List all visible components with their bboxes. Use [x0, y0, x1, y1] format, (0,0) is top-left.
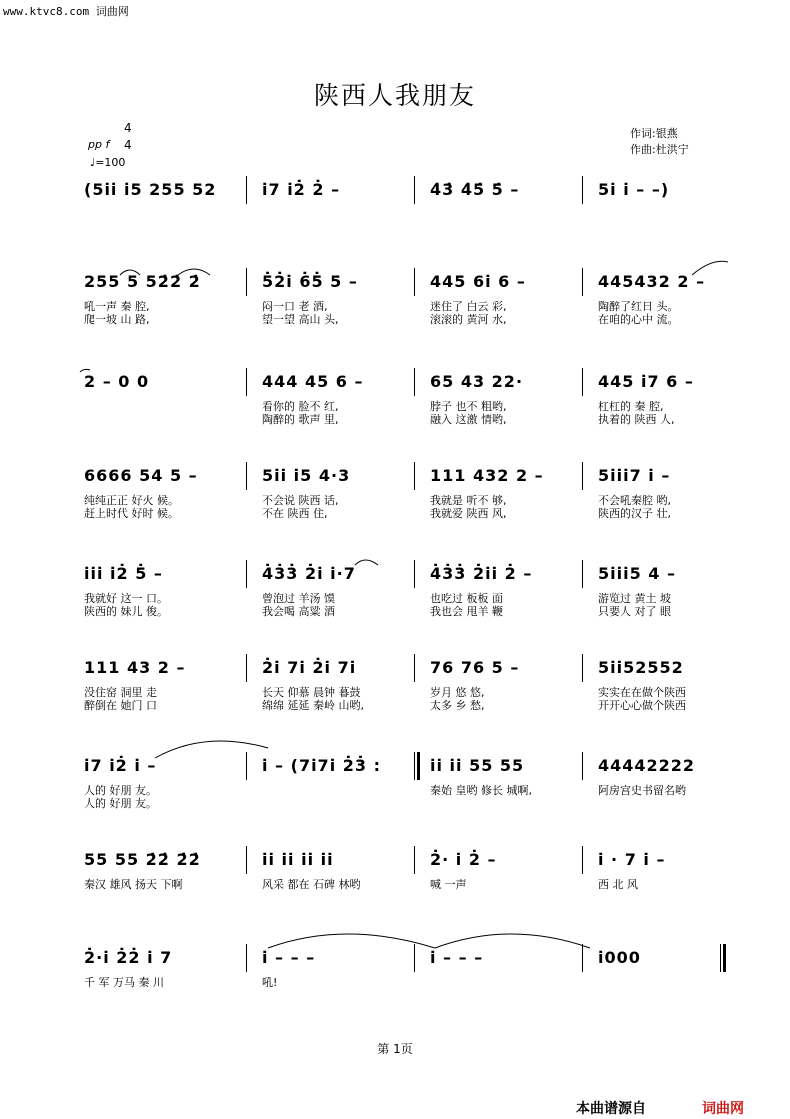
- lyric-line: 赶上时代 好时 候。: [84, 507, 179, 520]
- lyric-line: 陕西的汉子 壮,: [598, 507, 671, 520]
- measure-notes: (5i̇i̇ i̇5 255 52: [84, 180, 217, 199]
- page-number: 第 1页: [377, 1042, 413, 1056]
- slur: [178, 269, 210, 275]
- lyric-line: 在咱的心中 流。: [598, 313, 679, 326]
- composer-credit: 作曲:杜洪宁: [630, 143, 689, 156]
- measure-notes: i̇ · 7 i̇ –: [598, 850, 666, 869]
- lyric-line: 实实在在做个陕西: [598, 686, 686, 699]
- lyric-line: 西 北 风: [598, 878, 638, 891]
- lyric-line: 我就是 听不 够,: [430, 494, 507, 507]
- lyric-line: 我会喝 高粱 酒: [262, 605, 335, 618]
- lyric-line: 爬一坡 山 路,: [84, 313, 150, 326]
- lyric-line: 只要人 对了 眼: [598, 605, 671, 618]
- lyric-line: 长天 仰慕 晨钟 暮鼓: [262, 686, 361, 699]
- measure-notes: i̇i̇ i̇i̇ i̇i̇ i̇i̇: [262, 850, 334, 869]
- lyric-line: 我就好 这一 口。: [84, 592, 168, 605]
- lyric-line: 喊 一声: [430, 878, 467, 891]
- lyric-line: 杠杠的 秦 腔,: [598, 400, 664, 413]
- lyric-line: 风采 都在 石碑 林哟: [262, 878, 361, 891]
- lyric-line: 开开心心做个陕西: [598, 699, 686, 712]
- lyric-line: 闷一口 老 酒,: [262, 300, 328, 313]
- lyric-line: 醉倒在 她门 口: [84, 699, 157, 712]
- measure-notes: i̇ – – –: [430, 948, 484, 967]
- measure-notes: 444 45 6 –: [262, 372, 364, 391]
- lyric-line: 曾泡过 羊汤 馍: [262, 592, 335, 605]
- measure-notes: 2̇·i̇ 2̇2̇ i̇ 7: [84, 948, 173, 967]
- measure-notes: 76 76 5 –: [430, 658, 520, 677]
- lyric-line: 太多 乡 愁,: [430, 699, 485, 712]
- slur: [692, 261, 728, 275]
- time-sig-bottom: 4: [124, 138, 132, 152]
- lyric-line: 秦始 皇哟 修长 城啊,: [430, 784, 532, 797]
- measure-notes: 2̇i̇ 7i̇ 2̇i̇ 7i̇: [262, 658, 357, 677]
- lyric-line: 没住窑 洞里 走: [84, 686, 157, 699]
- measure-notes: 111 432 2 –: [430, 466, 544, 485]
- lyric-line: 千 军 万马 秦 川: [84, 976, 164, 989]
- lyric-line: 陕西的 妹儿 俊。: [84, 605, 168, 618]
- lyric-line: 吼!: [262, 976, 278, 989]
- lyric-line: 我也会 甩羊 鞭: [430, 605, 503, 618]
- lyric-line: 脖子 也不 粗哟,: [430, 400, 507, 413]
- lyric-line: 吼一声 秦 腔,: [84, 300, 150, 313]
- slur: [155, 741, 268, 758]
- measure-notes: 5i̇i̇i̇7 i̇ –: [598, 466, 671, 485]
- measure-notes: i̇ – – –: [262, 948, 316, 967]
- lyric-line: 人的 好朋 友。: [84, 784, 157, 797]
- slur: [435, 934, 590, 948]
- measure-notes: 5̇2̇i̇ 6̇5̇ 5 –: [262, 272, 358, 291]
- lyric-line: 陶醉的 歌声 里,: [262, 413, 339, 426]
- measure-notes: 5i̇ i̇ – –): [598, 180, 670, 199]
- slur: [80, 369, 90, 372]
- footer-site: 词曲网: [702, 1101, 744, 1117]
- slur: [268, 934, 435, 948]
- time-sig-top: 4: [124, 121, 132, 135]
- lyric-line: 不会吼秦腔 哟,: [598, 494, 671, 507]
- measure-notes: i̇7 i̇2̇ i̇ –: [84, 756, 157, 775]
- footer: [576, 1098, 744, 1118]
- lyric-line: 迷住了 白云 彩,: [430, 300, 507, 313]
- lyric-line: 滚滚的 黄河 水,: [430, 313, 507, 326]
- measure-notes: 445 i̇7 6 –: [598, 372, 694, 391]
- lyricist-credit: 作词:银燕: [630, 127, 678, 140]
- footer-text: 本曲谱源自: [576, 1101, 646, 1117]
- lyric-line: 也吃过 板板 面: [430, 592, 503, 605]
- lyric-line: 执着的 陕西 人,: [598, 413, 675, 426]
- measure-notes: i̇000: [598, 948, 641, 967]
- measure-notes: 445432 2 –: [598, 272, 706, 291]
- measure-notes: 5i̇i̇ i̇5 4·3: [262, 466, 351, 485]
- measure-notes: i̇ – (7i̇7i̇ 2̇3̇ :: [262, 756, 381, 775]
- measure-notes: 65 43 22·: [430, 372, 524, 391]
- lyric-line: 游览过 黄土 坡: [598, 592, 671, 605]
- measure-notes: i̇7 i̇2̇ 2̇ –: [262, 180, 341, 199]
- measure-notes: 5i̇i̇52552: [598, 658, 684, 677]
- lyric-line: 不在 陕西 住,: [262, 507, 328, 520]
- lyric-line: 绵绵 延延 秦岭 山哟,: [262, 699, 364, 712]
- slur: [355, 560, 378, 565]
- measure-notes: 55 55 2̇2̇ 2̇2̇: [84, 850, 201, 869]
- measure-notes: i̇i̇i̇ i̇2̇ 5̇ –: [84, 564, 163, 583]
- lyric-line: 秦汉 雄风 扬天 下啊: [84, 878, 183, 891]
- dynamic-marking: pp f: [88, 138, 110, 151]
- measure-notes: 5i̇i̇i̇5 4 –: [598, 564, 676, 583]
- tempo-marking: ♩=100: [90, 156, 126, 169]
- slur: [120, 270, 140, 275]
- lyric-line: 人的 好朋 友。: [84, 797, 157, 810]
- measure-notes: 6666 54 5 –: [84, 466, 198, 485]
- lyric-line: 融入 这激 情哟,: [430, 413, 507, 426]
- lyric-line: 不会说 陕西 话,: [262, 494, 339, 507]
- watermark: www.ktvc8.com 词曲网: [3, 5, 129, 18]
- lyric-line: 纯纯正正 好火 候。: [84, 494, 179, 507]
- lyric-line: 我就爱 陕西 风,: [430, 507, 507, 520]
- measure-notes: 4̇3̇3̇ 2̇i̇ i̇·7: [262, 564, 356, 583]
- measure-notes: 2 – 0 0: [84, 372, 150, 391]
- lyric-line: 陶醉了红日 头。: [598, 300, 679, 313]
- lyric-line: 岁月 悠 悠,: [430, 686, 485, 699]
- measure-notes: 4̇3̇ 4̇5̇ 5̇ –: [430, 180, 520, 199]
- measure-notes: 111 43 2 –: [84, 658, 186, 677]
- measure-notes: 44442222: [598, 756, 696, 775]
- lyric-line: 阿房宫史书留名哟: [598, 784, 686, 797]
- lyric-line: 看你的 脸不 红,: [262, 400, 339, 413]
- measure-notes: i̇i̇ i̇i̇ 55 55: [430, 756, 525, 775]
- measure-notes: 2̇· i̇ 2̇ –: [430, 850, 497, 869]
- tempo-value: =100: [95, 156, 126, 169]
- measure-notes: 4̇3̇3̇ 2̇i̇i̇ 2̇ –: [430, 564, 533, 583]
- measure-notes: 445 6i̇ 6 –: [430, 272, 526, 291]
- song-title: 陕西人我朋友: [313, 81, 476, 110]
- measure-notes: 255 5 52̇2̇ 2̇: [84, 272, 201, 291]
- lyric-line: 望一望 高山 头,: [262, 313, 339, 326]
